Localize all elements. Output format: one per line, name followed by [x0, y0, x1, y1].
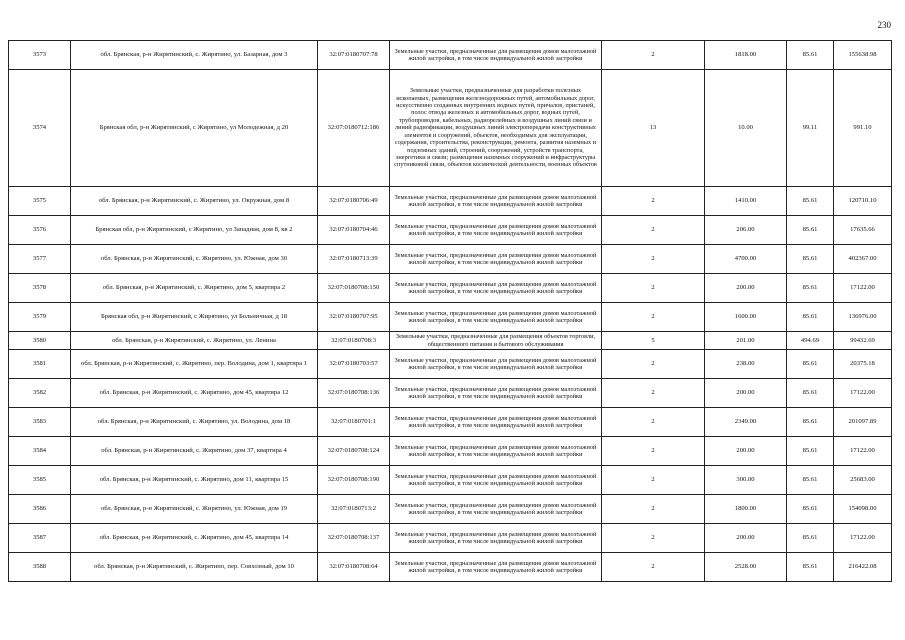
permitted-use-cell: Земельные участки, предназначенные для размещения домов малоэтажной жилой застройки, в том числе индивидуальной жилой застройки [390, 303, 602, 332]
rate-cell: 85.61 [787, 303, 834, 332]
rate-cell: 85.61 [787, 408, 834, 437]
permitted-use-cell: Земельные участки, предназначенные для разработки полезных ископаемых, размещения железнодорожных путей, автомобильных дорог, искусственно созданных внутренних водных путей, причалов, пристаней, полос отвода железных и автомобильных дорог, водных путей, трубопроводов, кабельных, радиорелейных и воздушных линий связи и линий радиофикации, воздушных линий электропередачи конструктивных элементов и сооружений, объектов, необходимых для эксплуатации, содержания, строительства, реконструкции, ремонта, развития наземных и подземных зданий, строений, сооружений, устройств транспорта, энергетики и связи; размещения наземных сооружений и инфраструктуры спутниковой связи, объектов космической деятельности, военных объектов [390, 70, 602, 187]
area-cell: 1818.00 [705, 41, 787, 70]
area-cell: 201.00 [705, 332, 787, 350]
cadastral-number-cell: 32:07:0180713:2 [318, 495, 390, 524]
cadastral-value-cell: 154098.00 [834, 495, 892, 524]
category-code-cell: 2 [602, 41, 705, 70]
category-code-cell: 2 [602, 379, 705, 408]
category-code-cell: 5 [602, 332, 705, 350]
rate-cell: 85.61 [787, 216, 834, 245]
cadastral-number-cell: 32:07:0180712:186 [318, 70, 390, 187]
area-cell: 2528.00 [705, 553, 787, 582]
rate-cell: 85.61 [787, 41, 834, 70]
cadastral-value-cell: 216422.08 [834, 553, 892, 582]
permitted-use-cell: Земельные участки, предназначенные для размещения домов малоэтажной жилой застройки, в том числе индивидуальной жилой застройки [390, 437, 602, 466]
table-row [9, 379, 892, 408]
address-cell: обл. Брянская, р-н Жирятинский, с. Жирятино, дом 45, квартира 12 [71, 379, 318, 408]
table-row [9, 408, 892, 437]
row-number-cell: 3574 [9, 70, 71, 187]
table-row [9, 553, 892, 582]
cadastral-number-cell: 32:07:0180703:57 [318, 350, 390, 379]
address-cell: обл. Брянская, р-н Жирятинский, с. Жирятино, ул. Володина, дом 18 [71, 408, 318, 437]
cadastral-value-cell: 99432.69 [834, 332, 892, 350]
cadastral-number-cell: 32:07:0180708:137 [318, 524, 390, 553]
table-row [9, 466, 892, 495]
address-cell: Брянская обл, р-н Жирятинский, с Жирятино, ул Молодежная, д 20 [71, 70, 318, 187]
address-cell: Брянская обл, р-н Жирятинский, с Жирятино, ул Больничная, д 18 [71, 303, 318, 332]
table-row [9, 332, 892, 350]
area-cell: 206.00 [705, 216, 787, 245]
table-row [9, 350, 892, 379]
permitted-use-cell: Земельные участки, предназначенные для размещения домов малоэтажной жилой застройки, в том числе индивидуальной жилой застройки [390, 350, 602, 379]
cadastral-number-cell: 32:07:0180708:136 [318, 379, 390, 408]
area-cell: 200.00 [705, 524, 787, 553]
row-number-cell: 3587 [9, 524, 71, 553]
cadastral-number-cell: 32:07:0180707:95 [318, 303, 390, 332]
area-cell: 200.00 [705, 379, 787, 408]
row-number-cell: 3584 [9, 437, 71, 466]
permitted-use-cell: Земельные участки, предназначенные для размещения домов малоэтажной жилой застройки, в том числе индивидуальной жилой застройки [390, 524, 602, 553]
category-code-cell: 2 [602, 553, 705, 582]
permitted-use-cell: Земельные участки, предназначенные для размещения домов малоэтажной жилой застройки, в том числе индивидуальной жилой застройки [390, 466, 602, 495]
area-cell: 1800.00 [705, 495, 787, 524]
area-cell: 10.00 [705, 70, 787, 187]
area-cell: 1600.00 [705, 303, 787, 332]
cadastral-value-cell: 120710.10 [834, 187, 892, 216]
row-number-cell: 3580 [9, 332, 71, 350]
permitted-use-cell: Земельные участки, предназначенные для размещения домов малоэтажной жилой застройки, в том числе индивидуальной жилой застройки [390, 495, 602, 524]
rate-cell: 85.61 [787, 245, 834, 274]
category-code-cell: 2 [602, 466, 705, 495]
permitted-use-cell: Земельные участки, предназначенные для размещения домов малоэтажной жилой застройки, в том числе индивидуальной жилой застройки [390, 379, 602, 408]
table-row [9, 70, 892, 187]
cadastral-value-cell: 201097.89 [834, 408, 892, 437]
rate-cell: 85.61 [787, 524, 834, 553]
cadastral-value-cell: 17122.00 [834, 524, 892, 553]
table-row [9, 216, 892, 245]
row-number-cell: 3576 [9, 216, 71, 245]
category-code-cell: 2 [602, 495, 705, 524]
table-row [9, 495, 892, 524]
area-cell: 1410.00 [705, 187, 787, 216]
category-code-cell: 2 [602, 437, 705, 466]
rate-cell: 85.61 [787, 379, 834, 408]
area-cell: 200.00 [705, 274, 787, 303]
row-number-cell: 3581 [9, 350, 71, 379]
row-number-cell: 3588 [9, 553, 71, 582]
address-cell: обл. Брянская, р-н Жирятинский, с. Жирятино, ул. Окружная, дом 8 [71, 187, 318, 216]
table-row [9, 245, 892, 274]
category-code-cell: 13 [602, 70, 705, 187]
category-code-cell: 2 [602, 524, 705, 553]
category-code-cell: 2 [602, 274, 705, 303]
permitted-use-cell: Земельные участки, предназначенные для размещения домов малоэтажной жилой застройки, в том числе индивидуальной жилой застройки [390, 245, 602, 274]
category-code-cell: 2 [602, 303, 705, 332]
rate-cell: 85.61 [787, 187, 834, 216]
cadastral-number-cell: 32:07:0180708:150 [318, 274, 390, 303]
rate-cell: 85.61 [787, 495, 834, 524]
cadastral-value-cell: 136976.00 [834, 303, 892, 332]
table-row [9, 437, 892, 466]
address-cell: обл. Брянская, р-н Жирятинский, с. Жирятино, ул. Южная, дом 19 [71, 495, 318, 524]
table-row [9, 303, 892, 332]
cadastral-number-cell: 32:07:0180708:64 [318, 553, 390, 582]
cadastral-value-cell: 155638.98 [834, 41, 892, 70]
permitted-use-cell: Земельные участки, предназначенные для размещения домов малоэтажной жилой застройки, в том числе индивидуальной жилой застройки [390, 216, 602, 245]
land-registry-table [8, 40, 892, 582]
address-cell: обл. Брянская, р-н Жирятинский, с. Жирятино, дом 45, квартира 14 [71, 524, 318, 553]
permitted-use-cell: Земельные участки, предназначенные для размещения объектов торговли, общественного питания и бытового обслуживания [390, 332, 602, 350]
rate-cell: 99.11 [787, 70, 834, 187]
permitted-use-cell: Земельные участки, предназначенные для размещения домов малоэтажной жилой застройки, в том числе индивидуальной жилой застройки [390, 553, 602, 582]
rate-cell: 85.61 [787, 437, 834, 466]
rate-cell: 85.61 [787, 274, 834, 303]
rate-cell: 85.61 [787, 350, 834, 379]
row-number-cell: 3583 [9, 408, 71, 437]
cadastral-value-cell: 991.10 [834, 70, 892, 187]
address-cell: обл. Брянская, р-н Жирятинский, с. Жирятино, дом 11, квартира 15 [71, 466, 318, 495]
cadastral-value-cell: 402367.00 [834, 245, 892, 274]
category-code-cell: 2 [602, 245, 705, 274]
rate-cell: 85.61 [787, 466, 834, 495]
area-cell: 4700.00 [705, 245, 787, 274]
category-code-cell: 2 [602, 216, 705, 245]
table-body [9, 41, 892, 582]
row-number-cell: 3578 [9, 274, 71, 303]
cadastral-number-cell: 32:07:0180704:46 [318, 216, 390, 245]
cadastral-value-cell: 17122.00 [834, 274, 892, 303]
address-cell: обл. Брянская, р-н Жирятинский, с. Жирятино, дом 5, квартира 2 [71, 274, 318, 303]
area-cell: 238.00 [705, 350, 787, 379]
area-cell: 200.00 [705, 437, 787, 466]
address-cell: обл. Брянская, р-н Жирятинский, с. Жирятино, ул. Базарная, дом 3 [71, 41, 318, 70]
address-cell: Брянская обл, р-н Жирятинский, с Жирятино, ул Западная, дом 8, кв 2 [71, 216, 318, 245]
table-row [9, 524, 892, 553]
cadastral-number-cell: 32:07:0180713:39 [318, 245, 390, 274]
category-code-cell: 2 [602, 408, 705, 437]
cadastral-number-cell: 32:07:0180708:3 [318, 332, 390, 350]
cadastral-value-cell: 25683.00 [834, 466, 892, 495]
table-row [9, 187, 892, 216]
page-number: 230 [877, 20, 891, 30]
category-code-cell: 2 [602, 350, 705, 379]
row-number-cell: 3585 [9, 466, 71, 495]
cadastral-number-cell: 32:07:0180701:1 [318, 408, 390, 437]
permitted-use-cell: Земельные участки, предназначенные для размещения домов малоэтажной жилой застройки, в том числе индивидуальной жилой застройки [390, 41, 602, 70]
cadastral-value-cell: 17122.00 [834, 379, 892, 408]
cadastral-number-cell: 32:07:0180708:124 [318, 437, 390, 466]
address-cell: обл. Брянская, р-н Жирятинский, с. Жирятино, пер. Володина, дом 1, квартира 1 [71, 350, 318, 379]
permitted-use-cell: Земельные участки, предназначенные для размещения домов малоэтажной жилой застройки, в том числе индивидуальной жилой застройки [390, 408, 602, 437]
address-cell: обл. Брянская, р-н Жирятинский, с. Жирятино, пер. Совхозный, дом 10 [71, 553, 318, 582]
area-cell: 300.00 [705, 466, 787, 495]
cadastral-value-cell: 17635.66 [834, 216, 892, 245]
permitted-use-cell: Земельные участки, предназначенные для размещения домов малоэтажной жилой застройки, в том числе индивидуальной жилой застройки [390, 274, 602, 303]
rate-cell: 85.61 [787, 553, 834, 582]
cadastral-number-cell: 32:07:0180706:49 [318, 187, 390, 216]
area-cell: 2349.00 [705, 408, 787, 437]
row-number-cell: 3586 [9, 495, 71, 524]
row-number-cell: 3575 [9, 187, 71, 216]
cadastral-value-cell: 20375.18 [834, 350, 892, 379]
row-number-cell: 3582 [9, 379, 71, 408]
cadastral-value-cell: 17122.00 [834, 437, 892, 466]
row-number-cell: 3579 [9, 303, 71, 332]
rate-cell: 494.69 [787, 332, 834, 350]
cadastral-number-cell: 32:07:0180708:190 [318, 466, 390, 495]
table-row [9, 41, 892, 70]
cadastral-number-cell: 32:07:0180707:78 [318, 41, 390, 70]
address-cell: обл. Брянская, р-н Жирятинский, с. Жирятино, ул. Южная, дом 30 [71, 245, 318, 274]
address-cell: обл. Брянская, р-н Жирятинский, с. Жирятино, ул. Ленина [71, 332, 318, 350]
row-number-cell: 3573 [9, 41, 71, 70]
category-code-cell: 2 [602, 187, 705, 216]
address-cell: обл. Брянская, р-н Жирятинский, с. Жирятино, дом 37, квартира 4 [71, 437, 318, 466]
row-number-cell: 3577 [9, 245, 71, 274]
permitted-use-cell: Земельные участки, предназначенные для размещения домов малоэтажной жилой застройки, в том числе индивидуальной жилой застройки [390, 187, 602, 216]
table-row [9, 274, 892, 303]
